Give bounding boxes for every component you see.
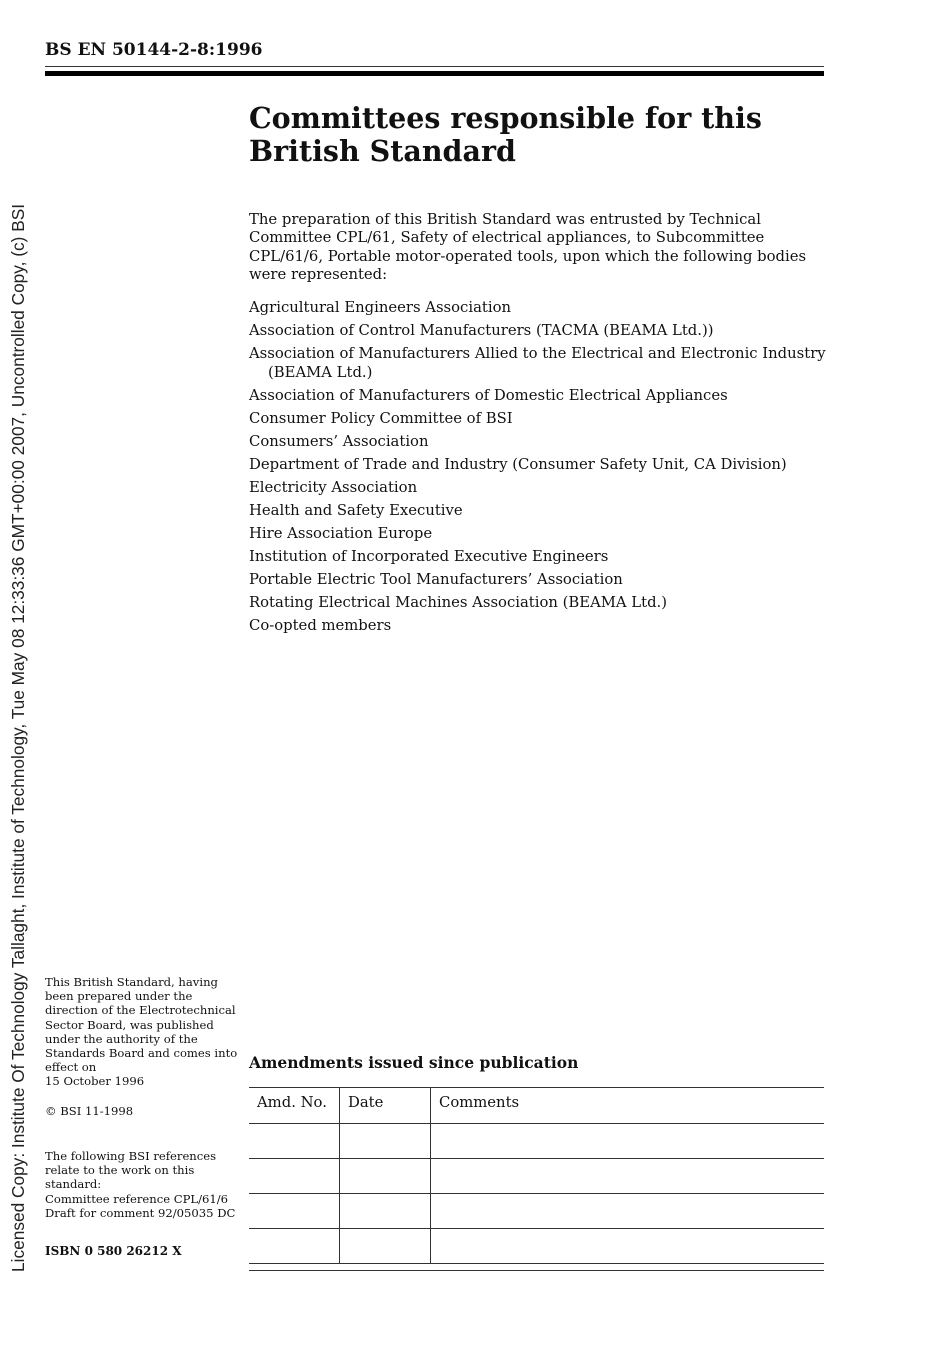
column-header-amd-no: Amd. No. — [249, 1088, 340, 1124]
column-header-date: Date — [340, 1088, 431, 1124]
amendments-title: Amendments issued since publication — [249, 1053, 579, 1072]
list-item: Consumer Policy Committee of BSI — [249, 409, 513, 427]
represented-bodies-list — [249, 299, 829, 640]
table-cell — [249, 1229, 340, 1264]
footer-rule — [249, 1270, 824, 1271]
list-item: Co-opted members — [249, 616, 392, 634]
column-header-comments: Comments — [431, 1088, 825, 1124]
intro-paragraph: The preparation of this British Standard was entrusted by Technical Committee CPL/61, Safety of electrical appliances, to Subcommittee CPL/61/6, Portable motor-operated tools, upon which the following bodies were represented: — [249, 211, 807, 283]
header-rule-thick — [45, 71, 824, 76]
table-cell — [249, 1194, 340, 1229]
page-title-line-2: British Standard — [249, 134, 516, 168]
bsi-references — [45, 1149, 240, 1220]
list-item: Health and Safety Executive — [249, 501, 463, 519]
document-id: BS EN 50144-2-8:1996 — [45, 40, 263, 60]
license-watermark: Licensed Copy: Institute Of Technology Tallaght, Institute of Technology, Tue May 08 12:33:36 GMT+00:00 2007, Uncontrolled Copy, (c) BSI — [8, 203, 28, 1272]
list-item: Rotating Electrical Machines Association (BEAMA Ltd.) — [249, 593, 668, 611]
table-cell — [431, 1124, 825, 1159]
publication-note-text: This British Standard, having been prepared under the direction of the Electrotechnical Sector Board, was published under the authority of the Standards Board and comes into effect on — [45, 975, 238, 1075]
table-row — [249, 1194, 824, 1229]
table-cell — [249, 1159, 340, 1194]
references-intro: The following BSI references relate to the work on this standard: — [45, 1149, 217, 1192]
copyright-notice: © BSI 11-1998 — [45, 1104, 134, 1118]
table-cell — [431, 1159, 825, 1194]
list-item: Hire Association Europe — [249, 524, 433, 542]
table-cell — [340, 1124, 431, 1159]
list-item: Electricity Association — [249, 478, 418, 496]
list-item: Department of Trade and Industry (Consumer Safety Unit, CA Division) — [249, 455, 787, 473]
list-item: Institution of Incorporated Executive Engineers — [249, 547, 609, 565]
amendments-table — [249, 1087, 824, 1264]
list-item: Association of Manufacturers Allied to the Electrical and Electronic Industry (BEAMA Ltd.) — [249, 345, 826, 381]
list-item: Association of Manufacturers of Domestic Electrical Appliances — [249, 386, 728, 404]
table-cell — [340, 1194, 431, 1229]
isbn: ISBN 0 580 26212 X — [45, 1244, 182, 1258]
list-item: Agricultural Engineers Association — [249, 299, 512, 316]
table-cell — [431, 1194, 825, 1229]
table-cell — [340, 1159, 431, 1194]
table-row — [249, 1159, 824, 1194]
effective-date: 15 October 1996 — [45, 1074, 145, 1089]
publication-note — [45, 975, 240, 1089]
table-row — [249, 1124, 824, 1159]
page-title-line-1: Committees responsible for this — [249, 101, 762, 135]
header-rule-thin — [45, 66, 824, 67]
committee-reference: Committee reference CPL/61/6 — [45, 1191, 229, 1206]
list-item: Consumers’ Association — [249, 432, 429, 450]
page-title — [249, 102, 809, 168]
draft-reference: Draft for comment 92/05035 DC — [45, 1205, 236, 1220]
list-item: Association of Control Manufacturers (TACMA (BEAMA Ltd.)) — [249, 322, 714, 339]
table-cell — [249, 1124, 340, 1159]
table-header-row — [249, 1088, 824, 1124]
list-item: Portable Electric Tool Manufacturers’ Association — [249, 570, 623, 588]
table-cell — [340, 1229, 431, 1264]
table-cell — [431, 1229, 825, 1264]
table-row — [249, 1229, 824, 1264]
